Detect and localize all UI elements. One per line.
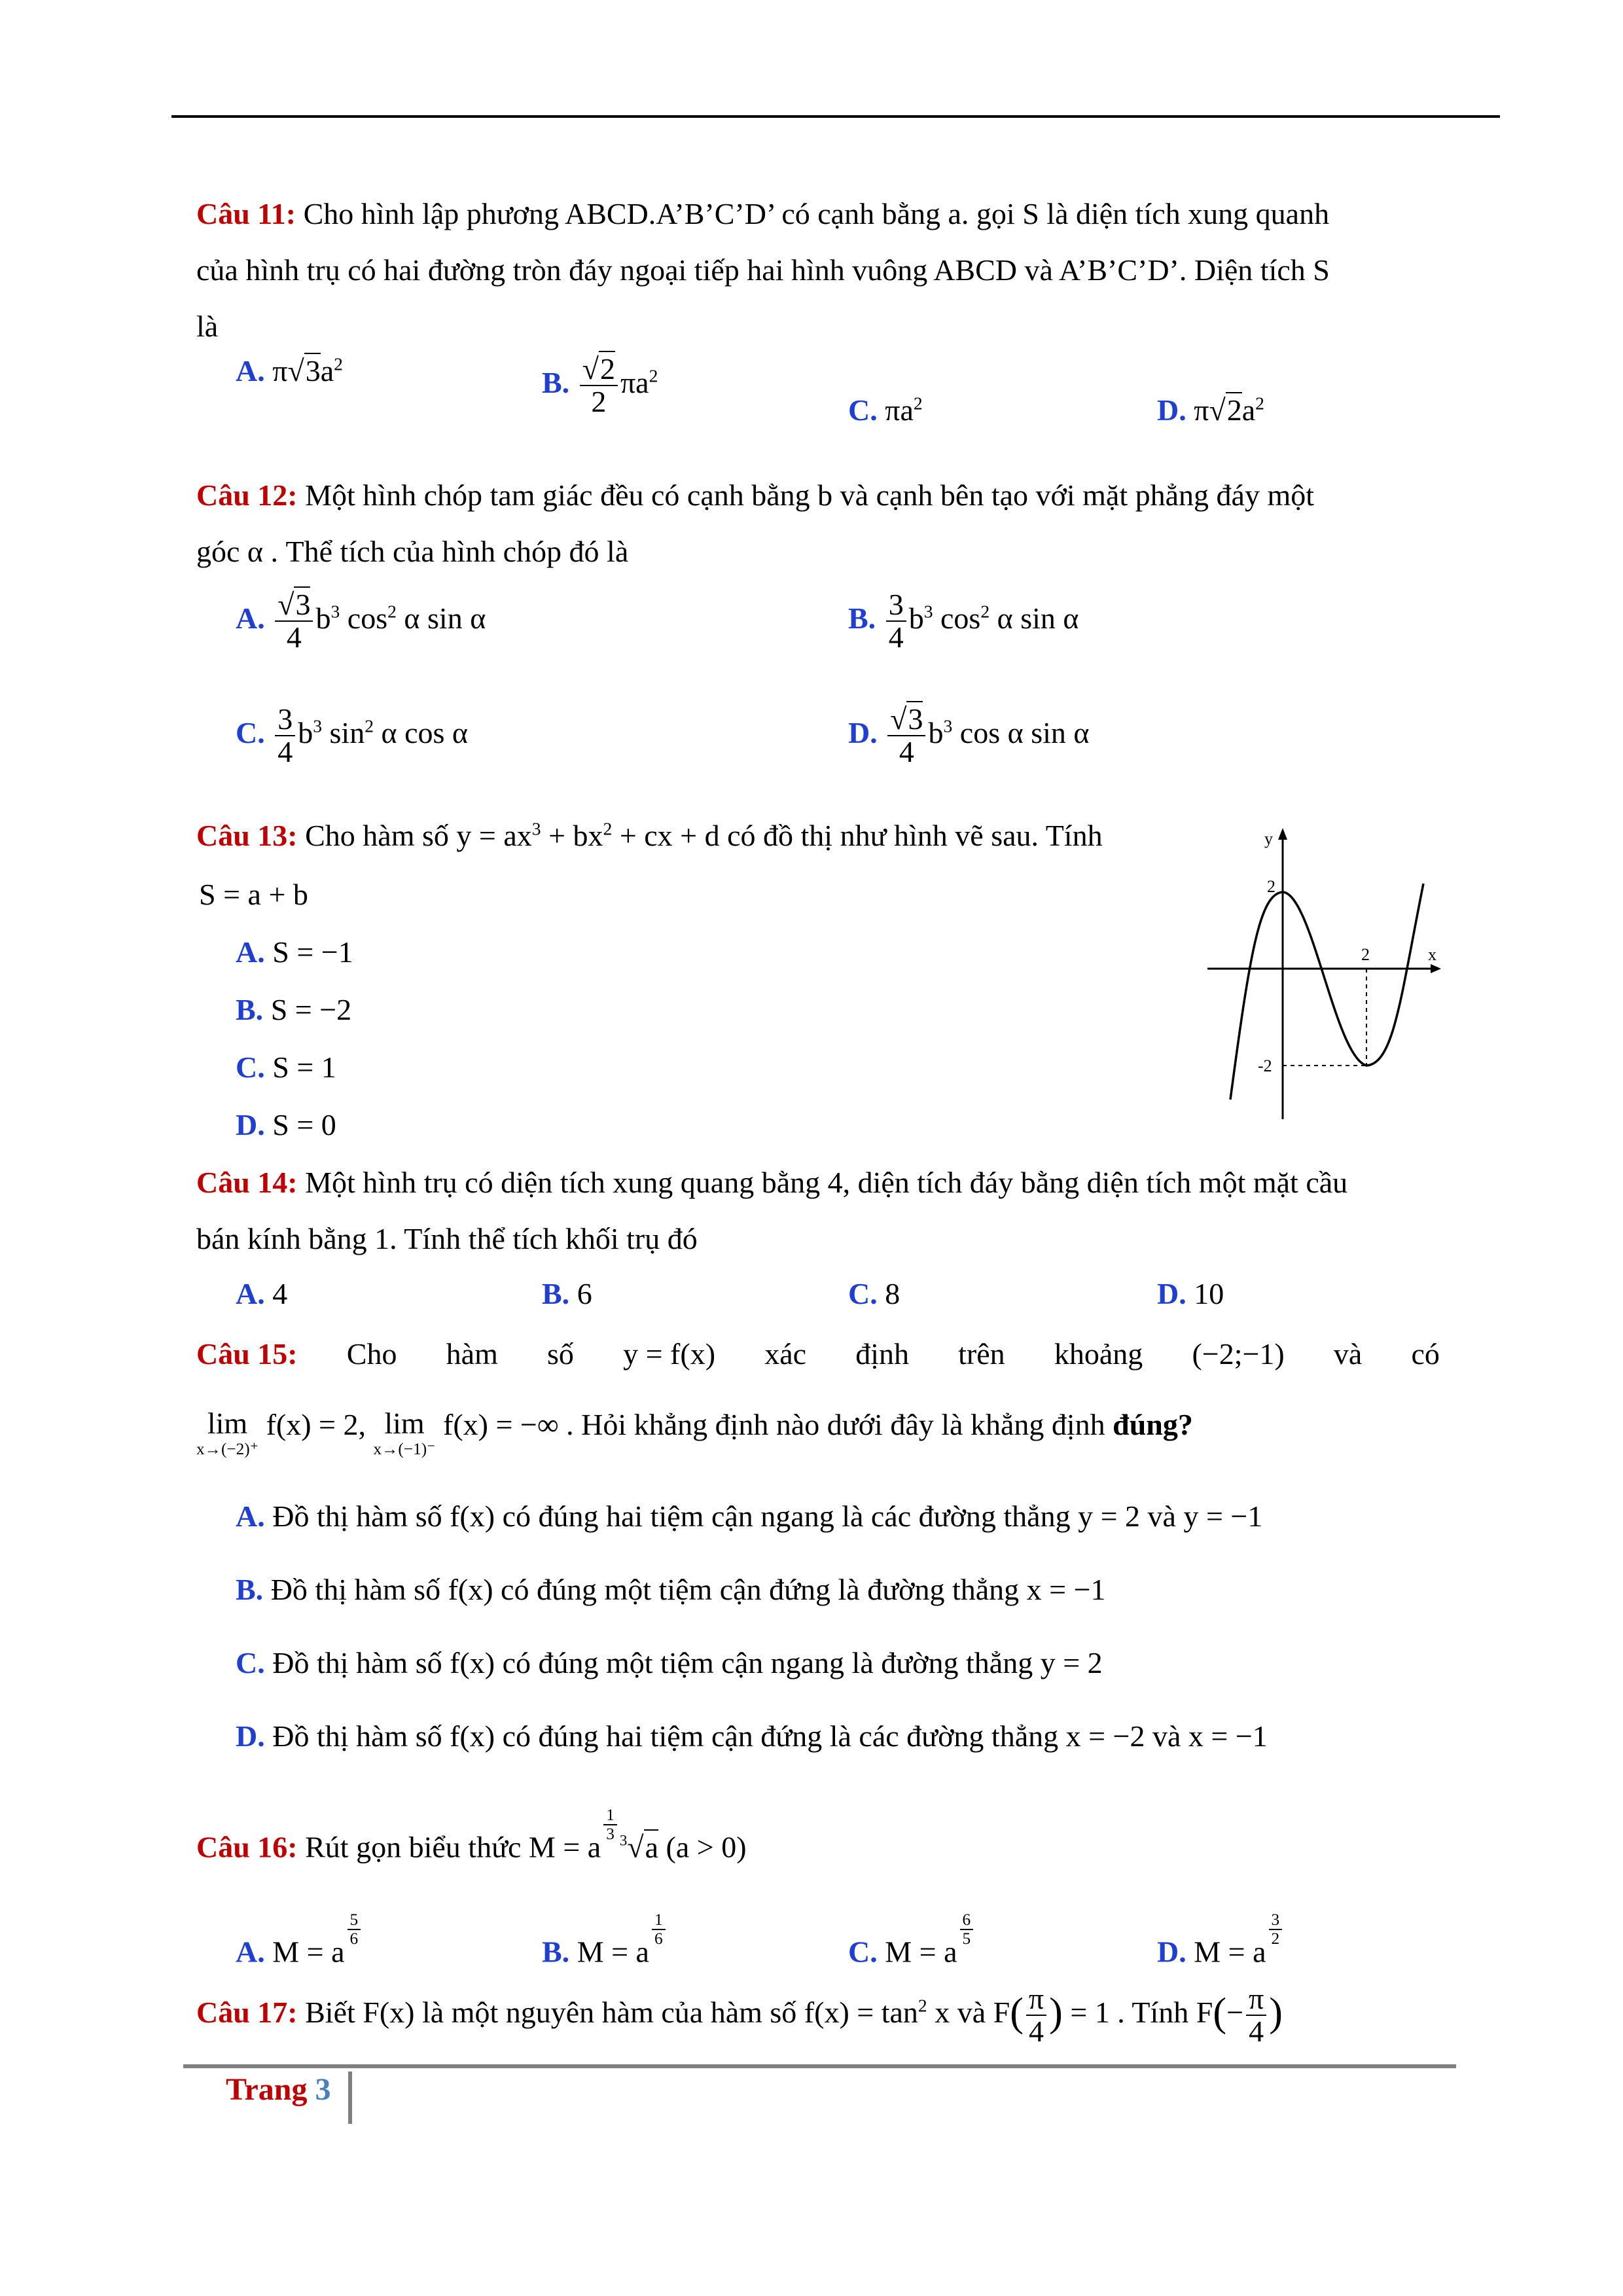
q16-option-b: B. M = a $\frac{1}{6}$ [542,1911,668,1969]
q12-option-b: B. $\frac{3}{4}$ $b^3$ $\cos^2 \alpha$ sin α [848,588,1079,655]
q15-option-b: B. Đồ thị hàm số f(x) có đúng một tiệm cận đứng là đường thẳng x = −1 [236,1573,1106,1606]
q12-option-a: A. $\frac{√3}{4}$ $b^3$ $\cos^2 \alpha$ sin α [236,588,486,655]
q11-option-d: D. $\pi√2a^2$ [1157,393,1264,427]
q15-label: Câu 15: [196,1337,298,1371]
q13-option-c: C. S = 1 [236,1050,336,1084]
q13-option-d: D. S = 0 [236,1108,336,1141]
q11-label: Câu 11: [196,197,296,230]
q12-option-d: D. $\frac{√3}{4}$ $b^3$ cos α sin α [848,702,1090,769]
q14-line1: Câu 14: Một hình trụ có diện tích xung quang bằng 4, diện tích đáy bằng diện tích một mặt cầu [196,1166,1348,1199]
q16-option-c: C. M = a $\frac{6}{5}$ [848,1911,976,1969]
x-axis-arrow [1431,964,1441,973]
q12-label: Câu 12: [196,478,298,512]
fraction: $\frac{√2}{2}$ [580,353,618,418]
page-number: 3 [315,2072,331,2107]
footer-rule [183,2064,1456,2068]
y-axis-label: y [1264,829,1273,848]
q13-label: Câu 13: [196,819,298,852]
q14-option-c: C. 8 [848,1277,901,1310]
limit-right: lim x→(−1)⁻ [373,1407,436,1458]
limit-left: lim x→(−2)⁺ [196,1407,259,1458]
q14-option-d: D. 10 [1157,1277,1224,1310]
q15-line1: Câu 15: Cho hàm số y = f(x) xác định trên khoảng (−2;−1) và có [196,1337,1440,1371]
q14-option-b: B. 6 [542,1277,592,1310]
q15-line2: lim x→(−2)⁺ f(x) = 2, lim x→(−1)⁻ f(x) = −∞ . Hỏi khẳng định nào dưới đây là khẳng định đúng? [196,1407,1193,1458]
header-rule [171,115,1500,118]
q11-option-b: B. $\frac{√2}{2}$ $\pi a^2$ [542,352,658,419]
footer-word: Trang [226,2072,308,2107]
cubic-function-graph [1204,821,1453,1122]
x-min-label: 2 [1361,945,1370,964]
q14-option-a: A. 4 [236,1277,288,1310]
q15-option-c: C. Đồ thị hàm số f(x) có đúng một tiệm cận ngang là đường thẳng y = 2 [236,1646,1103,1679]
y-max-label: 2 [1267,877,1275,896]
q11-line3: là [196,310,219,343]
q11-option-c: C. $\pi a^2$ [848,393,923,427]
footer-divider [348,2072,352,2124]
q17-line1: Câu 17: Biết F(x) là một nguyên hàm của hàm số $f(x) = \tan^2 x$ và F( $\frac{\pi}{4}$ ) = 1 . Tính F(− $\frac{\pi}{4}$ ) [196,1982,1283,2049]
y-min-label: -2 [1258,1056,1272,1075]
q14-label: Câu 14: [196,1166,298,1199]
q11-line2: của hình trụ có hai đường tròn đáy ngoại tiếp hai hình vuông ABCD và A’B’C’D’. Diện tích S [196,253,1330,287]
q15-option-d: D. Đồ thị hàm số f(x) có đúng hai tiệm cận đứng là các đường thẳng x = −2 và x = −1 [236,1719,1268,1753]
y-axis-arrow [1278,828,1287,840]
q12-line2: góc α . Thể tích của hình chóp đó là [196,535,629,568]
q16-label: Câu 16: [196,1830,298,1864]
q13-option-a: A. S = −1 [236,935,353,969]
q11-option-a: A. $\pi√3a^2$ [236,353,343,387]
q11-line1: Câu 11: Cho hình lập phương ABCD.A’B’C’D’ có cạnh bằng a. gọi S là diện tích xung quanh [196,197,1330,230]
q13-option-b: B. S = −2 [236,993,352,1026]
q12-line1: Câu 12: Một hình chóp tam giác đều có cạnh bằng b và cạnh bên tạo với mặt phẳng đáy một [196,478,1315,512]
q16-line1: Câu 16: Rút gọn biểu thức M = a $\frac{1}{3}$ $^3$√a (a > 0) [196,1806,747,1864]
page-footer [226,2072,330,2108]
q12-option-c: C. $\frac{3}{4}$ $b^3$ $\sin^2 \alpha$ cos α [236,702,469,769]
q15-option-a: A. Đồ thị hàm số f(x) có đúng hai tiệm cận ngang là các đường thẳng y = 2 và y = −1 [236,1499,1263,1533]
q13-line1: Câu 13: Cho hàm số $y = ax^3 + bx^2$ + cx + d có đồ thị như hình vẽ sau. Tính [196,818,1103,852]
x-axis-label: x [1428,945,1436,964]
q16-option-d: D. M = a $\frac{3}{2}$ [1157,1911,1285,1969]
q13-line2: S = a + b [199,878,308,911]
q17-label: Câu 17: [196,1995,298,2029]
q14-line2: bán kính bằng 1. Tính thể tích khối trụ đó [196,1222,698,1255]
q16-option-a: A. M = a $\frac{5}{6}$ [236,1911,363,1969]
